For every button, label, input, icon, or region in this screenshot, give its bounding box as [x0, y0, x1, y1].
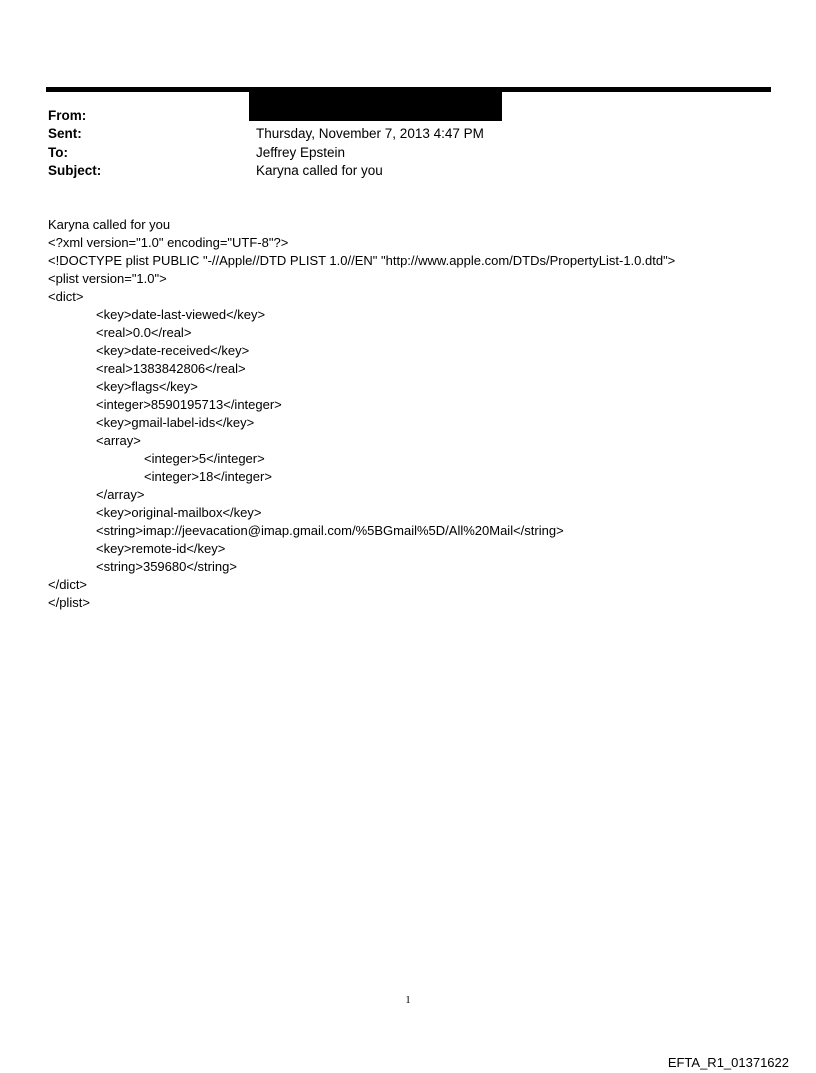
- body-line: <key>date-last-viewed</key>: [96, 307, 266, 322]
- redaction-bar: [249, 92, 502, 121]
- body-line: <integer>5</integer>: [144, 451, 265, 466]
- sent-label: Sent:: [48, 126, 82, 141]
- body-line: Karyna called for you: [48, 217, 171, 232]
- body-line: <string>imap://jeevacation@imap.gmail.com/%5BGmail%5D/All%20Mail</string>: [96, 523, 564, 538]
- body-line: <plist version="1.0">: [48, 271, 167, 286]
- body-line: <string>359680</string>: [96, 559, 237, 574]
- body-line: </array>: [96, 487, 145, 502]
- body-line: <!DOCTYPE plist PUBLIC "-//Apple//DTD PLIST 1.0//EN" "http://www.apple.com/DTDs/PropertyList-1.0.dtd">: [48, 253, 676, 268]
- to-label: To:: [48, 145, 68, 160]
- body-line: <array>: [96, 433, 141, 448]
- to-value: Jeffrey Epstein: [256, 145, 346, 160]
- body-line: <key>date-received</key>: [96, 343, 250, 358]
- body-line: </dict>: [48, 577, 88, 592]
- body-line: </plist>: [48, 595, 90, 610]
- message-body: [48, 216, 788, 612]
- page-number: 1: [405, 994, 411, 1006]
- body-line: <key>flags</key>: [96, 379, 198, 394]
- body-line: <real>0.0</real>: [96, 325, 192, 340]
- body-line: <integer>18</integer>: [144, 469, 272, 484]
- subject-value: Karyna called for you: [256, 163, 383, 178]
- subject-label: Subject:: [48, 163, 102, 178]
- body-line: <integer>8590195713</integer>: [96, 397, 282, 412]
- body-line: <key>gmail-label-ids</key>: [96, 415, 255, 430]
- body-line: <key>remote-id</key>: [96, 541, 226, 556]
- from-label: From:: [48, 108, 87, 123]
- sent-value: Thursday, November 7, 2013 4:47 PM: [256, 126, 484, 141]
- body-line: <real>1383842806</real>: [96, 361, 246, 376]
- body-line: <key>original-mailbox</key>: [96, 505, 262, 520]
- bates-number: EFTA_R1_01371622: [667, 1055, 789, 1070]
- body-line: <?xml version="1.0" encoding="UTF-8"?>: [48, 235, 289, 250]
- body-line: <dict>: [48, 289, 84, 304]
